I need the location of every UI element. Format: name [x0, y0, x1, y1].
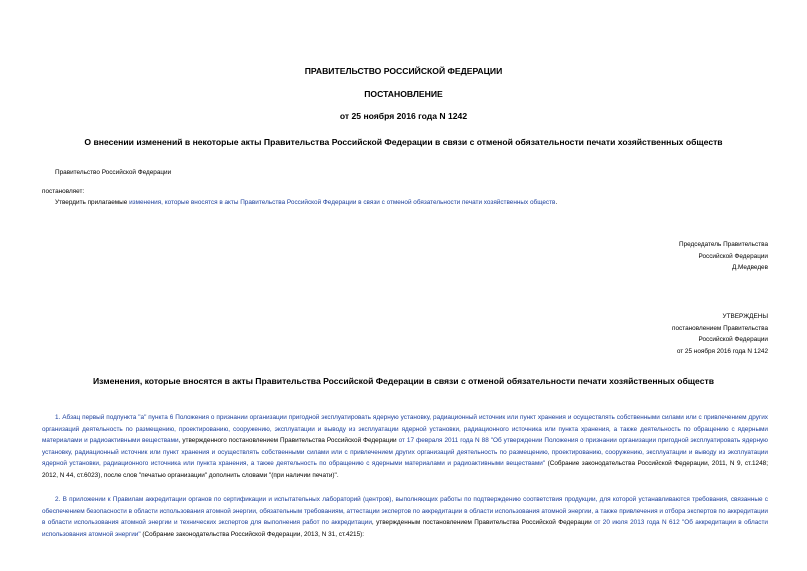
item1-resolution-link[interactable]: от 17 февраля 2011 года N 88 "Об утверждении Положения о признании организации пригодной эксплуатировать ядерную установку, радиационный источник или пункт хранения и осуществлять собственными силами или с привлечением других организаций деятельность по размещению, проектированию, сооружению, эксплуатации и выводу из эксплуатации ядерной установки, радиационного источника или пункта хранения, а также деятельность по обращению с ядерными материалами и радиоактивными веществами" — [42, 437, 768, 468]
item2-tail-text: (Собрание законодательства Российской Федерации, 2013, N 31, ст.4215): — [140, 530, 365, 538]
item2-mid-text: , утвержденным постановлением Правительства Российской Федерации — [371, 519, 595, 527]
changes-title: Изменения, которые вносятся в акты Правительства Российской Федерации в связи с отменой обязательности печати хозяйственных обществ — [93, 376, 714, 386]
issuer-text: Правительство Российской Федерации — [55, 169, 172, 176]
signature-federation: Российской Федерации — [698, 252, 768, 260]
signature-position: Председатель Правительства — [679, 241, 768, 248]
approval-block — [520, 311, 768, 357]
item1-regulation-link[interactable]: 1. Абзац первый подпункта "а" пункта 6 Положения о признании организации пригодной эксплуатировать ядерную установку, радиационный источник или пункт хранения и осуществлять собственными силами или с привлечением других организаций деятельность по размещению, проектированию, сооружению, эксплуатации и выводу из эксплуатации ядерной установки, радиационного источника или пункта хранения, а также деятельность по обращению с ядерными материалами и радиоактивными веществами — [42, 414, 768, 445]
change-item-1 — [42, 412, 768, 482]
item2-resolution-link[interactable]: от 20 июля 2013 года N 612 "Об аккредитации в области использования атомной энергии" — [42, 519, 768, 538]
resolves-text: постановляет: — [42, 188, 85, 195]
government-heading: ПРАВИТЕЛЬСТВО РОССИЙСКОЙ ФЕДЕРАЦИИ — [304, 66, 503, 76]
item1-tail-text: (Собрание законодательства Российской Федерации, 2011, N 9, ст.1248; 2012, N 44, ст.6023), после слов "печатью организации" дополнить словами "(при наличии печати)". — [42, 460, 768, 479]
change-item-2 — [42, 494, 768, 540]
approve-paragraph — [55, 197, 795, 209]
approval-federation: Российской Федерации — [698, 336, 768, 344]
approve-prefix: Утвердить прилагаемые — [55, 199, 130, 206]
document-date-number: от 25 ноября 2016 года N 1242 — [339, 111, 468, 121]
item2-rules-link[interactable]: 2. В приложении к Правилам аккредитации органов по сертификации и испытательных лабораторий (центров), выполняющих работы по подтверждению соответствия продукции, для которой устанавливаются требования, связанные с обеспечением безопасности в области использования атомной энергии, обязательным требованиям, аттестации экспертов по аккредитации в области использования атомной энергии, а также привлечения и отбора экспертов по аккредитации в области использования атомной энергии и технических экспертов для выполнения работ по аккредитации — [42, 496, 768, 527]
approval-approved: УТВЕРЖДЕНЫ — [722, 313, 768, 320]
approval-date-number: от 25 ноября 2016 года N 1242 — [676, 347, 768, 355]
approve-changes-link[interactable]: изменения, которые вносятся в акты Правительства Российской Федерации в связи с отменой обязательности печати хозяйственных обществ — [129, 199, 556, 206]
signature-block — [520, 239, 768, 274]
document-type: ПОСТАНОВЛЕНИЕ — [364, 89, 443, 99]
approve-suffix: . — [555, 199, 558, 206]
signature-name: Д.Медведев — [731, 264, 768, 272]
document-title: О внесении изменений в некоторые акты Правительства Российской Федерации в связи с отменой обязательности печати хозяйственных обществ — [84, 137, 723, 147]
item1-mid-text: , утвержденного постановлением Правительства Российской Федерации — [178, 437, 399, 445]
approval-by-resolution: постановлением Правительства — [672, 324, 768, 332]
